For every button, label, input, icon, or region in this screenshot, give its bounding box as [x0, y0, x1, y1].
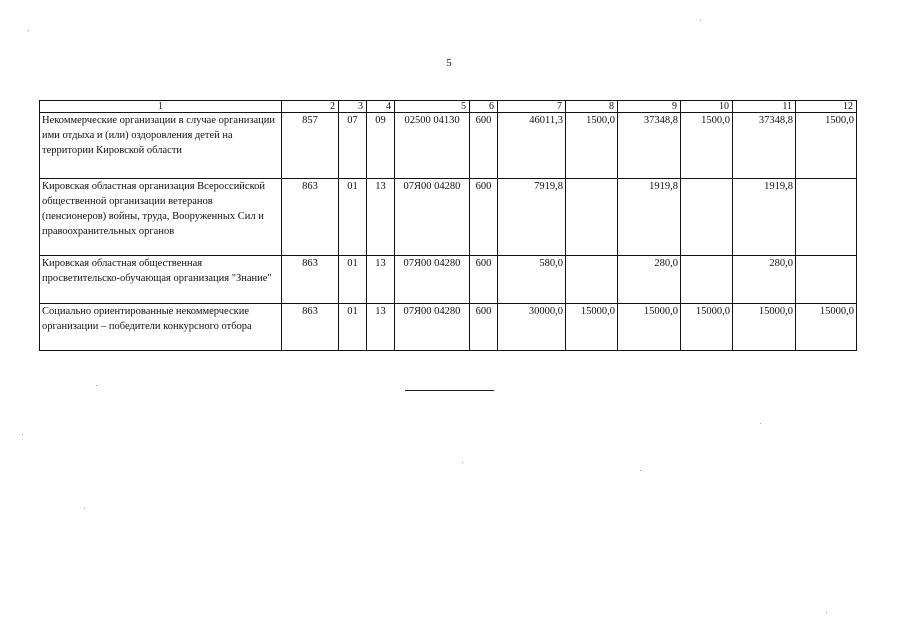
cell-target-article: 07Я00 04280 — [395, 256, 470, 304]
cell-amount-7: 580,0 — [498, 256, 566, 304]
scan-speck — [640, 470, 641, 471]
scan-speck — [700, 20, 701, 21]
cell-amount-8 — [566, 256, 618, 304]
cell-amount-11: 1919,8 — [733, 179, 796, 256]
organization-name: Некоммерческие организации в случае организации ими отдыха и (или) оздоровления детей на территории Кировской области — [40, 113, 282, 179]
cell-amount-12 — [796, 256, 857, 304]
cell-section: 07 — [339, 113, 367, 179]
table-header — [40, 101, 857, 113]
organization-name: Социально ориентированные некоммерческие организации – победители конкурсного отбора — [40, 304, 282, 351]
cell-amount-9: 1919,8 — [618, 179, 681, 256]
scan-speck — [28, 30, 29, 31]
column-number-10: 10 — [681, 101, 733, 113]
column-number-11: 11 — [733, 101, 796, 113]
cell-amount-11: 15000,0 — [733, 304, 796, 351]
cell-section: 01 — [339, 256, 367, 304]
cell-amount-10 — [681, 256, 733, 304]
table-row — [40, 304, 857, 351]
scan-speck — [462, 462, 463, 463]
cell-section: 01 — [339, 179, 367, 256]
column-number-1: 1 — [40, 101, 282, 113]
cell-expense-type: 600 — [470, 304, 498, 351]
column-number-5: 5 — [395, 101, 470, 113]
cell-amount-12: 1500,0 — [796, 113, 857, 179]
scan-speck — [826, 612, 827, 613]
cell-subsection: 09 — [367, 113, 395, 179]
cell-department-code: 863 — [282, 256, 339, 304]
cell-section: 01 — [339, 304, 367, 351]
column-number-12: 12 — [796, 101, 857, 113]
column-number-2: 2 — [282, 101, 339, 113]
cell-amount-7: 46011,3 — [498, 113, 566, 179]
cell-target-article: 07Я00 04280 — [395, 179, 470, 256]
scan-speck — [96, 385, 97, 386]
cell-amount-10: 1500,0 — [681, 113, 733, 179]
cell-amount-12: 15000,0 — [796, 304, 857, 351]
cell-subsection: 13 — [367, 179, 395, 256]
cell-amount-7: 30000,0 — [498, 304, 566, 351]
column-number-4: 4 — [367, 101, 395, 113]
cell-amount-9: 37348,8 — [618, 113, 681, 179]
organization-name: Кировская областная общественная просветительско-обучающая организация "Знание" — [40, 256, 282, 304]
cell-amount-10: 15000,0 — [681, 304, 733, 351]
cell-subsection: 13 — [367, 304, 395, 351]
scan-speck — [84, 508, 85, 509]
end-divider-line — [405, 390, 494, 391]
cell-subsection: 13 — [367, 256, 395, 304]
cell-department-code: 857 — [282, 113, 339, 179]
cell-department-code: 863 — [282, 179, 339, 256]
cell-amount-11: 37348,8 — [733, 113, 796, 179]
column-number-6: 6 — [470, 101, 498, 113]
table-row — [40, 179, 857, 256]
cell-amount-11: 280,0 — [733, 256, 796, 304]
cell-target-article: 02500 04130 — [395, 113, 470, 179]
header-row — [40, 101, 857, 113]
cell-target-article: 07Я00 04280 — [395, 304, 470, 351]
scan-speck — [22, 434, 23, 435]
cell-amount-12 — [796, 179, 857, 256]
page-number: 5 — [446, 57, 452, 69]
organization-name: Кировская областная организация Всероссийской общественной организации ветеранов (пенсионеров) войны, труда, Вооруженных Сил и правоохранительных органов — [40, 179, 282, 256]
cell-amount-9: 280,0 — [618, 256, 681, 304]
column-number-3: 3 — [339, 101, 367, 113]
cell-amount-10 — [681, 179, 733, 256]
table-row — [40, 256, 857, 304]
column-number-7: 7 — [498, 101, 566, 113]
cell-expense-type: 600 — [470, 256, 498, 304]
cell-amount-9: 15000,0 — [618, 304, 681, 351]
cell-amount-8: 1500,0 — [566, 113, 618, 179]
cell-amount-8: 15000,0 — [566, 304, 618, 351]
column-number-9: 9 — [618, 101, 681, 113]
cell-amount-8 — [566, 179, 618, 256]
cell-expense-type: 600 — [470, 179, 498, 256]
table-row — [40, 113, 857, 179]
scan-speck — [760, 423, 761, 424]
cell-expense-type: 600 — [470, 113, 498, 179]
cell-department-code: 863 — [282, 304, 339, 351]
column-number-8: 8 — [566, 101, 618, 113]
budget-table — [39, 100, 857, 351]
cell-amount-7: 7919,8 — [498, 179, 566, 256]
